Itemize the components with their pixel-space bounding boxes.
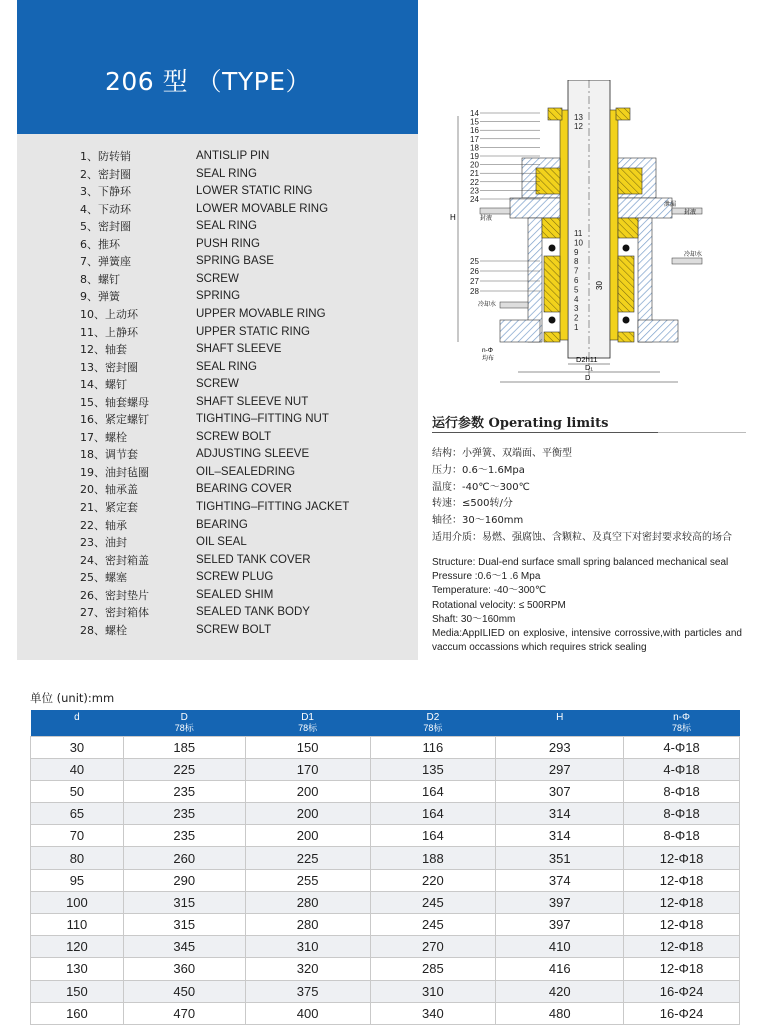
operating-line-en: Rotational velocity: ≤ 500RPM bbox=[432, 599, 566, 611]
part-callout: 8 bbox=[574, 257, 579, 267]
column-header-standard: 78标 bbox=[672, 723, 692, 733]
part-callout: 1 bbox=[574, 323, 579, 332]
part-item bbox=[80, 324, 380, 342]
part-name-en: SPRING bbox=[196, 290, 241, 303]
part-item bbox=[80, 218, 380, 236]
table-cell: 307 bbox=[496, 780, 624, 802]
table-cell: 135 bbox=[370, 758, 496, 780]
table-cell: 470 bbox=[123, 1002, 245, 1024]
table-cell: 220 bbox=[370, 869, 496, 891]
part-name-en: SELED TANK COVER bbox=[196, 553, 311, 566]
part-item bbox=[80, 341, 380, 359]
table-cell: 95 bbox=[31, 869, 124, 891]
table-cell: 255 bbox=[245, 869, 370, 891]
table-cell: 12-Φ18 bbox=[624, 958, 740, 980]
part-callout: 25 bbox=[470, 257, 479, 266]
part-name-cn: 21、紧定套 bbox=[80, 501, 138, 514]
table-row bbox=[31, 980, 740, 1002]
part-item bbox=[80, 236, 380, 254]
part-callout: 10 bbox=[574, 238, 583, 248]
part-name-cn: 12、轴套 bbox=[80, 343, 127, 357]
part-name-en: TIGHTING–FITTING JACKET bbox=[196, 501, 350, 513]
column-header-label: H bbox=[556, 712, 564, 723]
table-cell: 310 bbox=[370, 980, 496, 1002]
part-name-cn: 11、上静环 bbox=[80, 325, 138, 339]
part-callout: 13 bbox=[574, 113, 583, 122]
part-name-cn: 2、密封圈 bbox=[80, 167, 131, 181]
table-cell: 310 bbox=[245, 936, 370, 958]
part-name-en: SPRING BASE bbox=[196, 255, 274, 268]
part-callout: 27 bbox=[470, 277, 479, 286]
table-cell: 260 bbox=[123, 847, 245, 869]
part-callout: 16 bbox=[470, 126, 479, 136]
part-name-en: SEAL RING bbox=[196, 167, 257, 180]
operating-line-cn: 轴径：30～160mm bbox=[432, 515, 524, 527]
part-name-cn: 4、下动环 bbox=[80, 202, 131, 216]
seal-fluid-right-label: 封液 bbox=[684, 209, 697, 216]
column-header bbox=[370, 710, 496, 736]
table-cell: 12-Φ18 bbox=[624, 914, 740, 936]
table-cell: 480 bbox=[496, 1002, 624, 1024]
cooling-water-right-label: 冷却水 bbox=[684, 251, 703, 258]
part-name-en: OIL–SEALEDRING bbox=[196, 465, 296, 478]
table-cell: 170 bbox=[245, 758, 370, 780]
part-item bbox=[80, 271, 380, 289]
operating-line-cn: 适用介质：易燃、强腐蚀、含颗粒、及真空下对密封要求较高的场合 bbox=[432, 531, 732, 543]
operating-line-cn: 压力：0.6～1.6Mpa bbox=[432, 464, 525, 476]
table-cell: 270 bbox=[370, 936, 496, 958]
part-callout: 20 bbox=[470, 160, 479, 170]
part-callout: 11 bbox=[574, 229, 583, 238]
part-name-en: OIL SEAL bbox=[196, 536, 247, 549]
operating-line-en: Shaft: 30～160mm bbox=[432, 613, 516, 625]
table-row bbox=[31, 803, 740, 825]
table-cell: 70 bbox=[31, 825, 124, 847]
part-name-cn: 27、密封箱体 bbox=[80, 606, 149, 620]
column-header bbox=[245, 710, 370, 736]
part-callout: 23 bbox=[470, 186, 479, 196]
part-name-en: LOWER MOVABLE RING bbox=[196, 202, 329, 215]
part-name-cn: 18、调节套 bbox=[80, 448, 138, 462]
cooling-water-left-label: 冷却水 bbox=[478, 301, 497, 308]
table-header-row bbox=[31, 710, 740, 736]
table-row bbox=[31, 914, 740, 936]
table-cell: 150 bbox=[31, 980, 124, 1002]
part-callout: 4 bbox=[574, 294, 579, 304]
table-cell: 12-Φ18 bbox=[624, 936, 740, 958]
page-title: 206 型 （TYPE） bbox=[105, 67, 312, 96]
table-cell: 225 bbox=[245, 847, 370, 869]
shaft-sleeve-left bbox=[560, 110, 568, 340]
part-item bbox=[80, 464, 380, 482]
media-text: Media:AppILIED on explosive, intensive corrossive,with particles and vaccum occassions which requires strick sealing bbox=[432, 628, 742, 654]
nphi-label: n-Φ bbox=[482, 347, 493, 354]
part-name-en: BEARING bbox=[196, 518, 248, 531]
table-cell: 164 bbox=[370, 780, 496, 802]
part-name-en: SEALED SHIM bbox=[196, 588, 274, 601]
part-name-en: SCREW BOLT bbox=[196, 623, 272, 636]
part-callout: 26 bbox=[470, 267, 479, 276]
dim-d2h11-label: D2h11 bbox=[576, 355, 598, 364]
table-cell: 320 bbox=[245, 958, 370, 980]
part-callout: 24 bbox=[470, 195, 479, 204]
part-callout: 18 bbox=[470, 143, 479, 153]
part-callout: 7 bbox=[574, 266, 579, 276]
table-cell: 200 bbox=[245, 803, 370, 825]
heading-rule bbox=[432, 432, 658, 433]
dim-h-label: H bbox=[450, 213, 456, 222]
part-name-cn: 10、上动环 bbox=[80, 307, 138, 321]
table-cell: 200 bbox=[245, 780, 370, 802]
table-cell: 164 bbox=[370, 825, 496, 847]
unit-label: 单位 (unit):mm bbox=[30, 691, 115, 705]
table-cell: 397 bbox=[496, 891, 624, 913]
part-item bbox=[80, 587, 380, 605]
table-cell: 314 bbox=[496, 803, 624, 825]
part-name-cn: 13、密封圈 bbox=[80, 360, 138, 374]
table-row bbox=[31, 1002, 740, 1024]
part-name-cn: 17、螺栓 bbox=[80, 430, 127, 444]
column-header-label: d bbox=[74, 712, 80, 723]
part-item bbox=[80, 411, 380, 429]
table-row bbox=[31, 936, 740, 958]
part-name-cn: 23、油封 bbox=[80, 536, 127, 550]
seal-fluid-left-label: 封液 bbox=[480, 215, 493, 222]
column-header-label: n-Φ bbox=[673, 712, 690, 723]
table-cell: 225 bbox=[123, 758, 245, 780]
table-cell: 340 bbox=[370, 1002, 496, 1024]
table-cell: 235 bbox=[123, 825, 245, 847]
part-item bbox=[80, 499, 380, 517]
part-name-cn: 5、密封圈 bbox=[80, 220, 131, 234]
table-cell: 50 bbox=[31, 780, 124, 802]
part-name-cn: 15、轴套螺母 bbox=[80, 395, 149, 409]
part-name-cn: 28、螺栓 bbox=[80, 623, 127, 637]
column-header-standard: 78标 bbox=[174, 723, 194, 733]
table-cell: 65 bbox=[31, 803, 124, 825]
column-header-label: D bbox=[180, 712, 188, 723]
part-name-cn: 9、弹簧 bbox=[80, 290, 120, 304]
table-row bbox=[31, 958, 740, 980]
part-item bbox=[80, 534, 380, 552]
part-callout: 19 bbox=[470, 152, 479, 161]
part-callout: 3 bbox=[574, 304, 579, 314]
table-row bbox=[31, 891, 740, 913]
table-row bbox=[31, 825, 740, 847]
table-cell: 164 bbox=[370, 803, 496, 825]
table-cell: 12-Φ18 bbox=[624, 847, 740, 869]
part-item bbox=[80, 253, 380, 271]
part-name-en: SCREW BOLT bbox=[196, 430, 272, 443]
part-item bbox=[80, 446, 380, 464]
part-callout: 12 bbox=[574, 122, 583, 131]
table-cell: 374 bbox=[496, 869, 624, 891]
table-cell: 315 bbox=[123, 891, 245, 913]
table-cell: 12-Φ18 bbox=[624, 869, 740, 891]
operating-limits-heading: 运行参数 Operating limits bbox=[432, 416, 609, 431]
table-cell: 280 bbox=[245, 891, 370, 913]
part-callout: 21 bbox=[470, 169, 479, 179]
operating-line-en: Pressure :0.6～1 .6 Mpa bbox=[432, 571, 541, 583]
table-cell: 100 bbox=[31, 891, 124, 913]
part-callout: 9 bbox=[574, 247, 579, 257]
table-cell: 8-Φ18 bbox=[624, 780, 740, 802]
table-cell: 420 bbox=[496, 980, 624, 1002]
table-cell: 314 bbox=[496, 825, 624, 847]
part-item bbox=[80, 622, 380, 640]
table-cell: 110 bbox=[31, 914, 124, 936]
junbu-label: 均布 bbox=[482, 355, 495, 362]
table-row bbox=[31, 869, 740, 891]
part-name-en: SCREW bbox=[196, 378, 239, 391]
part-name-en: SCREW bbox=[196, 272, 239, 285]
part-item bbox=[80, 394, 380, 412]
table-cell: 450 bbox=[123, 980, 245, 1002]
part-name-cn: 26、密封垫片 bbox=[80, 588, 149, 602]
table-cell: 290 bbox=[123, 869, 245, 891]
table-cell: 360 bbox=[123, 958, 245, 980]
table-cell: 400 bbox=[245, 1002, 370, 1024]
table-cell: 8-Φ18 bbox=[624, 803, 740, 825]
column-header bbox=[123, 710, 245, 736]
part-name-en: ANTISLIP PIN bbox=[196, 150, 270, 162]
vent-label: 泄漏 bbox=[664, 201, 677, 208]
part-callout: 28 bbox=[470, 287, 479, 296]
part-name-en: BEARING COVER bbox=[196, 483, 292, 496]
table-row bbox=[31, 736, 740, 758]
part-callout: 15 bbox=[470, 117, 479, 127]
part-name-en: UPPER STATIC RING bbox=[196, 325, 310, 338]
part-item bbox=[80, 183, 380, 201]
part-name-en: SCREW PLUG bbox=[196, 571, 274, 584]
part-callout: 22 bbox=[470, 177, 479, 187]
dimension-table bbox=[30, 710, 740, 1025]
part-name-en: LOWER STATIC RING bbox=[196, 185, 313, 198]
operating-line-en: Temperature: -40～300℃ bbox=[432, 585, 547, 597]
part-item bbox=[80, 148, 380, 166]
part-callout: 17 bbox=[470, 134, 479, 144]
part-name-en: SEAL RING bbox=[196, 220, 257, 233]
table-row bbox=[31, 847, 740, 869]
part-item bbox=[80, 429, 380, 447]
part-item bbox=[80, 288, 380, 306]
part-name-en: UPPER MOVABLE RING bbox=[196, 307, 326, 320]
part-name-cn: 22、轴承 bbox=[80, 518, 127, 532]
table-cell: 351 bbox=[496, 847, 624, 869]
table-cell: 150 bbox=[245, 736, 370, 758]
table-cell: 345 bbox=[123, 936, 245, 958]
table-cell: 293 bbox=[496, 736, 624, 758]
part-item bbox=[80, 376, 380, 394]
table-row bbox=[31, 758, 740, 780]
part-name-cn: 19、油封毡圈 bbox=[80, 465, 149, 479]
seal-cross-section-drawing bbox=[440, 80, 750, 390]
part-name-cn: 25、螺塞 bbox=[80, 571, 127, 585]
dim-30-label: 30 bbox=[595, 281, 604, 290]
part-item bbox=[80, 569, 380, 587]
table-cell: 130 bbox=[31, 958, 124, 980]
part-item bbox=[80, 201, 380, 219]
column-header bbox=[496, 710, 624, 736]
part-item bbox=[80, 517, 380, 535]
part-name-cn: 6、推环 bbox=[80, 237, 120, 251]
column-header bbox=[624, 710, 740, 736]
operating-limits-cn bbox=[432, 446, 732, 547]
part-callout: 6 bbox=[574, 276, 579, 285]
heading-rule-light bbox=[658, 432, 746, 433]
column-header-standard: 78标 bbox=[298, 723, 318, 733]
part-item bbox=[80, 359, 380, 377]
table-cell: 12-Φ18 bbox=[624, 891, 740, 913]
table-cell: 116 bbox=[370, 736, 496, 758]
table-cell: 416 bbox=[496, 958, 624, 980]
part-item bbox=[80, 166, 380, 184]
operating-line-cn: 温度：-40℃～300℃ bbox=[432, 481, 530, 493]
part-name-cn: 20、轴承盖 bbox=[80, 483, 138, 497]
part-name-en: TIGHTING–FITTING NUT bbox=[196, 413, 329, 426]
title-banner bbox=[17, 0, 418, 134]
part-callout: 2 bbox=[574, 313, 579, 323]
table-cell: 235 bbox=[123, 780, 245, 802]
part-name-en: PUSH RING bbox=[196, 237, 260, 250]
part-name-en: ADJUSTING SLEEVE bbox=[196, 448, 310, 461]
table-cell: 16-Φ24 bbox=[624, 1002, 740, 1024]
table-cell: 410 bbox=[496, 936, 624, 958]
table-cell: 4-Φ18 bbox=[624, 758, 740, 780]
table-cell: 40 bbox=[31, 758, 124, 780]
part-name-en: SHAFT SLEEVE bbox=[196, 343, 282, 356]
table-cell: 235 bbox=[123, 803, 245, 825]
table-cell: 245 bbox=[370, 891, 496, 913]
operating-limits-en bbox=[432, 556, 742, 655]
shaft-sleeve-right bbox=[610, 110, 618, 340]
part-name-en: SEAL RING bbox=[196, 360, 257, 373]
part-item bbox=[80, 604, 380, 622]
part-callout: 14 bbox=[470, 109, 479, 118]
table-cell: 80 bbox=[31, 847, 124, 869]
table-cell: 280 bbox=[245, 914, 370, 936]
column-header bbox=[31, 710, 124, 736]
part-item bbox=[80, 306, 380, 324]
table-cell: 285 bbox=[370, 958, 496, 980]
table-cell: 120 bbox=[31, 936, 124, 958]
part-name-cn: 3、下静环 bbox=[80, 185, 131, 199]
part-callout: 5 bbox=[574, 285, 579, 295]
table-cell: 397 bbox=[496, 914, 624, 936]
column-header-standard: 78标 bbox=[423, 723, 443, 733]
table-cell: 160 bbox=[31, 1002, 124, 1024]
table-cell: 297 bbox=[496, 758, 624, 780]
table-cell: 16-Φ24 bbox=[624, 980, 740, 1002]
part-item bbox=[80, 552, 380, 570]
operating-line-cn: 转速：≤500转/分 bbox=[432, 498, 513, 510]
part-name-cn: 16、紧定螺钉 bbox=[80, 413, 149, 427]
table-cell: 315 bbox=[123, 914, 245, 936]
part-name-en: SEALED TANK BODY bbox=[196, 606, 310, 619]
table-cell: 200 bbox=[245, 825, 370, 847]
column-header-label: D2 bbox=[426, 712, 440, 723]
part-item bbox=[80, 481, 380, 499]
table-cell: 8-Φ18 bbox=[624, 825, 740, 847]
table-cell: 30 bbox=[31, 736, 124, 758]
operating-line-cn: 结构：小弹簧、双端面、平衡型 bbox=[432, 448, 572, 459]
part-name-cn: 14、螺钉 bbox=[80, 378, 127, 392]
table-cell: 245 bbox=[370, 914, 496, 936]
table-cell: 375 bbox=[245, 980, 370, 1002]
part-name-cn: 7、弹簧座 bbox=[80, 255, 131, 269]
dim-d-label: D bbox=[585, 373, 591, 382]
part-name-cn: 8、螺钉 bbox=[80, 272, 120, 286]
part-name-en: SHAFT SLEEVE NUT bbox=[196, 395, 309, 408]
part-name-cn: 1、防转销 bbox=[80, 150, 131, 163]
part-name-cn: 24、密封箱盖 bbox=[80, 553, 149, 567]
dim-d1-label: D₁ bbox=[585, 363, 593, 372]
table-cell: 4-Φ18 bbox=[624, 736, 740, 758]
column-header-label: D1 bbox=[301, 712, 314, 723]
table-cell: 185 bbox=[123, 736, 245, 758]
operating-line-en: Structure: Dual-end surface small spring balanced mechanical seal bbox=[432, 557, 729, 568]
table-cell: 188 bbox=[370, 847, 496, 869]
table-row bbox=[31, 780, 740, 802]
